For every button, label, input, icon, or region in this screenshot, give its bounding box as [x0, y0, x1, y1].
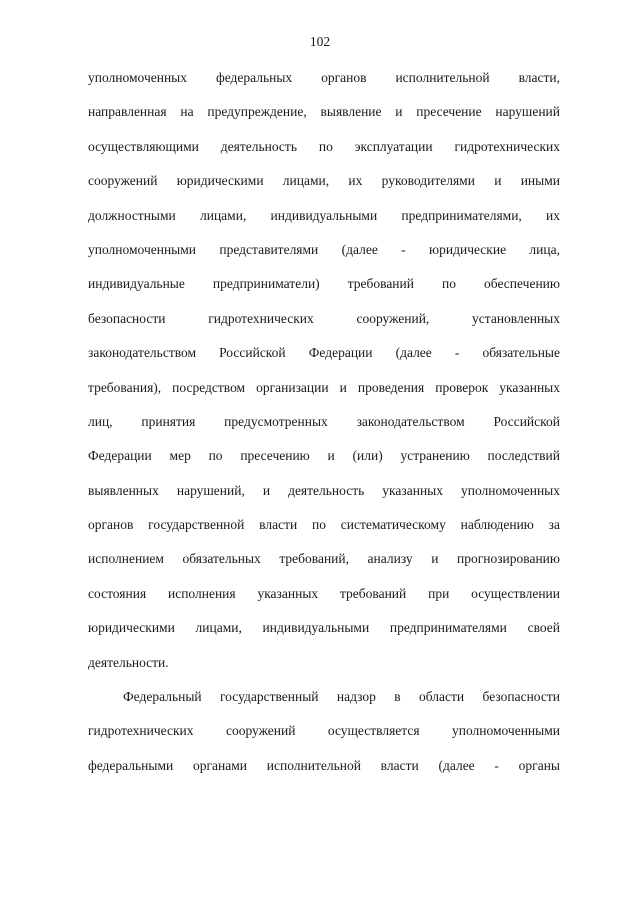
text-line: безопасности гидротехнических сооружений, установленных [88, 310, 560, 326]
page-number: 102 [309, 34, 331, 49]
text-line: уполномоченных федеральных органов исполнительной власти, [88, 70, 560, 85]
text-line: законодательством Российской Федерации (далее - обязательные [88, 345, 560, 361]
text-line: гидротехнических сооружений осуществляется уполномоченными [88, 723, 560, 739]
text-line: сооружений юридическими лицами, их руководителями и иными [88, 173, 560, 189]
text-line: направленная на предупреждение, выявление и пресечение нарушений [88, 104, 560, 120]
text-line: лиц, принятия предусмотренных законодательством Российской [88, 413, 560, 429]
text-line: федеральными органами исполнительной власти (далее - органы [88, 757, 560, 773]
text-line: выявленных нарушений, и деятельность указанных уполномоченных [88, 482, 560, 498]
paragraph [88, 68, 560, 687]
text-line: осуществляющими деятельность по эксплуатации гидротехнических [88, 138, 560, 154]
text-line: деятельности. [88, 654, 169, 670]
text-line: юридическими лицами, индивидуальными предпринимателями своей [88, 620, 560, 636]
text-line: должностными лицами, индивидуальными предпринимателями, их [88, 207, 560, 223]
body-text [88, 68, 560, 790]
text-line: состояния исполнения указанных требований при осуществлении [88, 585, 560, 601]
text-line: органов государственной власти по систематическому наблюдению за [88, 517, 560, 533]
text-line: Федеральный государственный надзор в области безопасности [123, 689, 560, 705]
text-line: требования), посредством организации и проведения проверок указанных [88, 379, 560, 395]
paragraph [88, 687, 560, 790]
text-line: индивидуальные предприниматели) требований по обеспечению [88, 276, 560, 292]
text-line: исполнением обязательных требований, анализу и прогнозированию [88, 551, 560, 567]
text-line: Федерации мер по пресечению и (или) устранению последствий [88, 448, 560, 464]
text-line: уполномоченными представителями (далее - юридические лица, [88, 241, 560, 257]
